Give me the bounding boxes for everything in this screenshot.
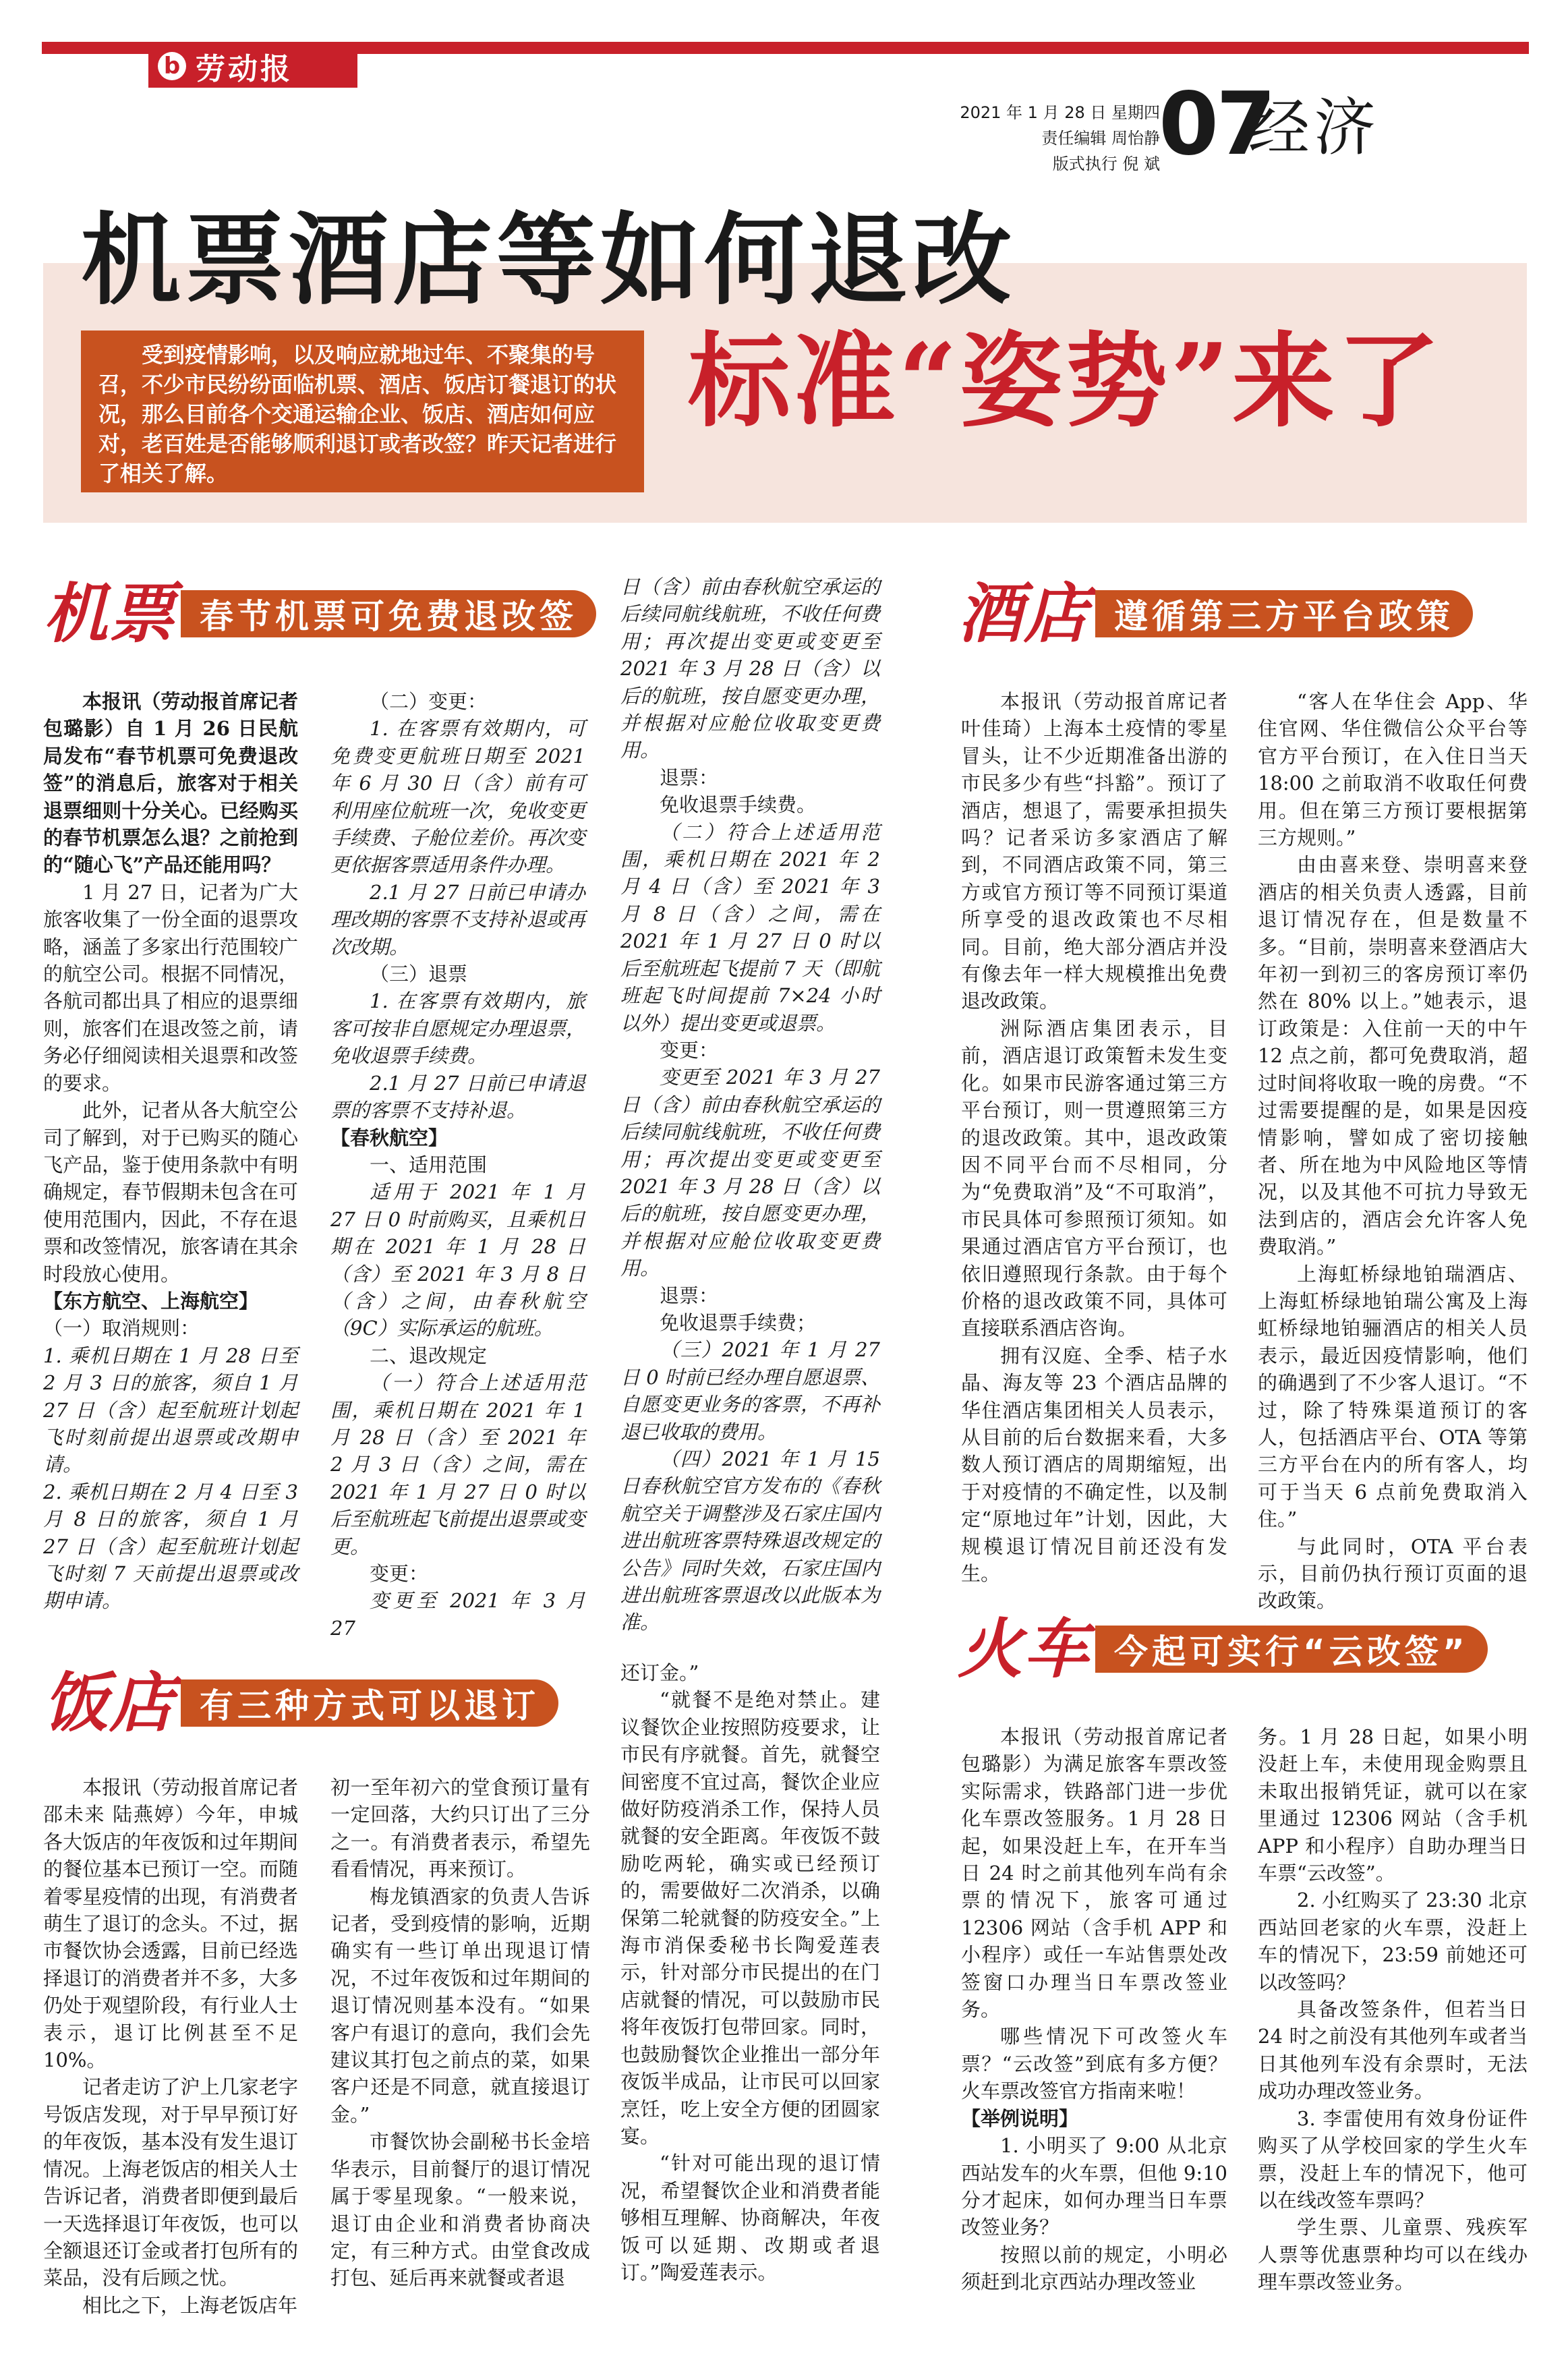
paragraph: “针对可能出现的退订情况，希望餐饮企业和消费者能够相互理解、协商解决，年夜饭可以延期、改期或者退订。”陶爱莲表示。 (620, 2152, 880, 2284)
paragraph: 此外，记者从各大航空公司了解到，对于已购买的随心飞产品，鉴于使用条款中有明确规定，春节假期未包含在可使用范围内，因此，不存在退票和改签情况，旅客请在其余时段放心使用。 (43, 1099, 298, 1286)
paragraph: 变更至 2021 年 3 月 27 (330, 1589, 585, 1640)
paragraph: 2. 乘机日期在 2 月 4 日至 3 月 8 日的旅客，须自 1 月 27 日（含）起至航班计划起飞时刻 7 天前提出退票或改期申请。 (43, 1480, 298, 1613)
flight-heading (43, 575, 596, 652)
layout-credit: 版式执行 倪 斌 (1052, 154, 1160, 173)
paragraph: 务。1 月 28 日起，如果小明没赶上车，未使用现金购票且未取出报销凭证，就可以在家里通过 12306 网站（含手机 APP 和小程序）自助办理当日车票“云改签”。 (1258, 1725, 1528, 1885)
paragraph: 2. 小红购买了 23:30 北京西站回老家的火车票，没赶上车的情况下，23:59 前她还可以改签吗？ (1258, 1889, 1528, 1994)
page-number: 07 (1159, 74, 1274, 175)
paragraph: 初一至年初六的堂食预订量有一定回落，大约只订出了三分之一。有消费者表示，希望先看看情况，再来预订。 (330, 1776, 590, 1881)
page-title: 机票酒店等如何退改 (81, 201, 1016, 318)
paragraph: （四）2021 年 1 月 15 日春秋航空官方发布的《春秋航空关于调整涉及石家庄国内进出航班客票特殊退改规定的公告》同时失效，石家庄国内进出航班客票退改以此版本为准。 (620, 1447, 880, 1634)
restaurant-column-2 (330, 1774, 590, 2292)
hotel-column-2 (1258, 688, 1528, 1615)
paragraph: 记者走访了沪上几家老字号饭店发现，对于早早预订好的年夜饭，基本没有发生退订情况。上海老饭店的相关人士告诉记者，消费者即便到最后一天选择退订年夜饭，也可以全额退还订金或者打包所有的菜品，没有后顾之忧。 (43, 2075, 298, 2290)
subheading: 【东方航空、上海航空】 (43, 1289, 259, 1313)
restaurant-column-3 (620, 1659, 880, 2286)
restaurant-title: 有三种方式可以退订 (181, 1679, 558, 1727)
flight-column-3 (620, 573, 880, 1636)
train-title: 今起可实行“云改签” (1095, 1626, 1488, 1673)
restaurant-heading (43, 1665, 558, 1741)
train-heading (958, 1611, 1488, 1687)
hotel-heading (958, 575, 1473, 652)
paragraph: （三）2021 年 1 月 27 日 0 时前已经办理自愿退票、自愿变更业务的客票，不再补退已收取的费用。 (620, 1338, 880, 1443)
paragraph: 变更： (370, 1562, 429, 1585)
logo-text: 劳动报 (196, 52, 293, 86)
paragraph: 具备改签条件，但若当日 24 时之前没有其他列车或者当日其他列车没有余票时，无法成功办理改签业务。 (1258, 1998, 1528, 2103)
issue-meta (931, 100, 1160, 177)
paragraph: 一、适用范围 (370, 1153, 488, 1176)
flight-kicker: 机票 (43, 575, 175, 652)
paragraph: “客人在华住会 App、华住官网、华住微信公众平台等官方平台预订，在入住日当天 18:00 之前取消不收取任何费用。但在第三方预订要根据第三方规则。” (1258, 690, 1528, 850)
section-name: 经济 (1248, 92, 1381, 164)
paragraph: （一）符合上述适用范围，乘机日期在 2021 年 1 月 28 日（含）至 2021 年 2 月 3 日（含）之间，需在 2021 年 1 月 27 日 0 时以后至航班起飞前提出退票或变更。 (330, 1371, 585, 1558)
paragraph: 适用于 2021 年 1 月 27 日 0 时前购买，且乘机日期在 2021 年 1 月 28 日（含）至 2021 年 3 月 8 日（含）之间，由春秋航空（9C）实际承运的航班。 (330, 1180, 585, 1340)
paragraph: “就餐不是绝对禁止。建议餐饮企业按照防疫要求，让市民有序就餐。首先，就餐空间密度不宜过高，餐饮企业应做好防疫消杀工作，保持人员就餐的安全距离。年夜饭不鼓励吃两轮，确实或已经预订的，需要做好二次消杀，以确保第二轮就餐的防疫安全。”上海市消保委秘书长陶爱莲表示，针对部分市民提出的在门店就餐的情况，可以鼓励市民将年夜饭打包带回家。同时，也鼓励餐饮企业推出一部分年夜饭半成品，让市民可以回家烹饪，吃上安全方便的团圆家宴。 (620, 1688, 880, 2148)
hotel-title: 遵循第三方平台政策 (1095, 590, 1473, 637)
restaurant-column-1 (43, 1774, 298, 2319)
paragraph: 洲际酒店集团表示，目前，酒店退订政策暂未发生变化。如果市民游客通过第三方平台预订，则一贯遵照第三方的退改政策。其中，退改政策因不同平台而不尽相同，分为“免费取消”及“不可取消”，市民具体可参照预订须知。如果通过酒店官方平台预订，也依旧遵照现行条款。由于每个价格的退改政策不同，具体可直接联系酒店咨询。 (961, 1016, 1227, 1340)
paragraph: 相比之下，上海老饭店年 (82, 2293, 298, 2317)
paragraph: （二）变更： (370, 690, 488, 713)
paragraph: 本报讯（劳动报首席记者 包璐影）为满足旅客车票改签实际需求，铁路部门进一步优化车票改签服务。1 月 28 日起，如果没赶上车，在开车当日 24 时之前其他列车尚有余票的情况下，旅客可通过 12306 网站（含手机 APP 和小程序）或任一车站售票处改签窗口办理当日车票改签业务。 (961, 1725, 1227, 2021)
train-column-2 (1258, 1723, 1528, 2296)
subheading: 【春秋航空】 (330, 1126, 448, 1149)
paragraph: 按照以前的规定，小明必须赶到北京西站办理改签业 (961, 2243, 1227, 2294)
paragraph: 本报讯（劳动报首席记者 叶佳琦）上海本土疫情的零星冒头，让不少近期准备出游的市民多少有些“抖豁”。预订了酒店，想退了，需要承担损失吗？记者采访多家酒店了解到，不同酒店政策不同，第三方或官方预订等不同预订渠道所享受的退改政策也不尽相同。目前，绝大部分酒店并没有像去年一样大规模推出免费退改政策。 (961, 690, 1227, 1013)
paragraph: 上海虹桥绿地铂瑞酒店、上海虹桥绿地铂瑞公寓及上海虹桥绿地铂骊酒店的相关人员表示，最近因疫情影响，他们的确遇到了不少客人退订。“不过，除了特殊渠道预订的客人，包括酒店平台、OTA 等第三方平台在内的所有客人，均可于当天 6 点前免费取消入住。” (1258, 1262, 1528, 1531)
train-kicker: 火车 (958, 1611, 1090, 1687)
issue-date: 2021 年 1 月 28 日 星期四 (960, 103, 1160, 122)
paragraph: 日（含）前由春秋航空承运的后续同航线航班，不收任何费用；再次提出变更或变更至 2021 年 3 月 28 日（含）以后的航班，按自愿变更办理，并根据对应舱位收取变更费用。 (620, 575, 880, 762)
paragraph: 2.1 月 27 日前已申请办理改期的客票不支持补退或再次改期。 (330, 880, 585, 958)
paragraph: 1. 小明买了 9:00 从北京西站发车的火车票，但他 9:10 分才起床，如何办理当日车票改签业务？ (961, 2134, 1227, 2239)
paragraph: 二、退改规定 (370, 1344, 488, 1367)
paragraph: 3. 李雷使用有效身份证件购买了从学校回家的学生火车票，没赶上车的情况下，他可以在线改签车票吗？ (1258, 2106, 1528, 2212)
hotel-column-1 (961, 688, 1227, 1587)
paragraph: （一）取消规则： (43, 1317, 200, 1340)
paragraph: 退票： (660, 1284, 719, 1307)
paragraph: 1. 在客票有效期内，旅客可按非自愿规定办理退票，免收退票手续费。 (330, 989, 585, 1068)
flight-title: 春节机票可免费退改签 (181, 590, 596, 637)
paragraph: 哪些情况下可改签火车票？“云改签”到底有多方便？火车票改签官方指南来啦！ (961, 2025, 1227, 2103)
paragraph: 退票： (660, 766, 719, 789)
paragraph: 拥有汉庭、全季、桔子水晶、海友等 23 个酒店品牌的华住酒店集团相关人员表示，从目前的后台数据来看，大多数人预订酒店的周期缩短，出于对疫情的不确定性，以及制定“原地过年”计划，因此，大规模退订情况目前还没有发生。 (961, 1344, 1227, 1585)
subheading: 【举例说明】 (961, 2106, 1079, 2130)
paragraph: （二）符合上述适用范围，乘机日期在 2021 年 2 月 4 日（含）至 2021 年 3 月 8 日（含）之间，需在 2021 年 1 月 27 日 0 时以后至航班起飞提前 7 天（即航班起飞时间提前 7×24 小时以外）提出变更或退票。 (620, 820, 880, 1035)
train-column-1 (961, 1723, 1227, 2296)
paragraph: 市餐饮协会副秘书长金培华表示，目前餐厅的退订情况属于零星现象。“一般来说，退订由企业和消费者协商决定，有三种方式。由堂食改成打包、延后再来就餐或者退 (330, 2130, 590, 2290)
logo-icon: b (158, 52, 186, 80)
paragraph: 梅龙镇酒家的负责人告诉记者，受到疫情的影响，近期确实有一些订单出现退订情况，不过年夜饭和过年期间的退订情况则基本没有。“如果客户有退订的意向，我们会先建议其打包之前点的菜，如果客户还是不同意，就直接退订金。” (330, 1885, 590, 2126)
lede-box: 受到疫情影响，以及响应就地过年、不聚集的号召，不少市民纷纷面临机票、酒店、饭店订餐退订的状况，那么目前各个交通运输企业、饭店、酒店如何应对，老百姓是否能够顺利退订或者改签？昨天记者进行了相关了解。 (81, 331, 644, 492)
newspaper-logo (148, 45, 357, 88)
paragraph: 本报讯（劳动报首席记者 邵未来 陆燕婷）今年，申城各大饭店的年夜饭和过年期间的餐位基本已预订一空。而随着零星疫情的出现，有消费者萌生了退订的念头。不过，据市餐饮协会透露，目前已经选择退订的消费者并不多，大多仍处于观望阶段，有行业人士表示，退订比例甚至不足 10%。 (43, 1776, 298, 2072)
editor-credit: 责任编辑 周怡静 (1041, 129, 1160, 148)
paragraph: 1. 乘机日期在 1 月 28 日至 2 月 3 日的旅客，须自 1 月 27 日（含）起至航班计划起飞时刻前提出退票或改期申请。 (43, 1344, 298, 1476)
paragraph: 变更： (660, 1038, 719, 1062)
paragraph: 本报讯（劳动报首席记者 包璐影）自 1 月 26 日民航局发布“春节机票可免费退改签”的消息后，旅客对于相关退票细则十分关心。已经购买的春节机票怎么退？之前抢到的“随心飞”产品还能用吗？ (43, 690, 298, 877)
flight-column-1 (43, 688, 298, 1615)
flight-column-2 (330, 688, 585, 1642)
page-subtitle: 标准“姿势”来了 (688, 320, 1443, 441)
paragraph: 2.1 月 27 日前已申请退票的客票不支持补退。 (330, 1071, 585, 1122)
paragraph: 由由喜来登、崇明喜来登酒店的相关负责人透露，目前退订情况存在，但是数量不多。“目前，崇明喜来登酒店大年初一到初三的客房预订率仍然在 80% 以上。”她表示，退订政策是：入住前一天的中午 12 点之前，都可免费取消，超过时间将收取一晚的房费。“不过需要提醒的是，如果是因疫情影响，譬如成了密切接触者、所在地为中风险地区等情况，以及其他不可抗力导致无法到店的，酒店会允许客人免费取消。” (1258, 853, 1528, 1259)
paragraph: 免收退票手续费。 (660, 793, 817, 817)
paragraph: 与此同时，OTA 平台表示，目前仍执行预订页面的退改政策。 (1258, 1534, 1528, 1613)
paragraph: 还订金。” (620, 1661, 699, 1684)
paragraph: 1. 在客票有效期内，可免费变更航班日期至 2021 年 6 月 30 日（含）前有可利用座位航班一次，免收变更手续费、子舱位差价。再次变更依据客票适用条件办理。 (330, 717, 585, 877)
restaurant-kicker: 饭店 (43, 1665, 175, 1741)
paragraph: 免收退票手续费； (660, 1311, 817, 1334)
paragraph: （三）退票 (370, 962, 468, 986)
hotel-kicker: 酒店 (958, 575, 1090, 652)
paragraph: 变更至 2021 年 3 月 27 日（含）前由春秋航空承运的后续同航线航班，不收任何费用；再次提出变更或变更至 2021 年 3 月 28 日（含）以后的航班，按自愿变更办理，并根据对应舱位收取变更费用。 (620, 1066, 880, 1280)
paragraph: 1 月 27 日，记者为广大旅客收集了一份全面的退票攻略，涵盖了多家出行范围较广的航空公司。根据不同情况，各航司都出具了相应的退票细则，旅客们在退改签之前，请务必仔细阅读相关退票和改签的要求。 (43, 880, 298, 1095)
paragraph: 学生票、儿童票、残疾军人票等优惠票种均可以在线办理车票改签业务。 (1258, 2216, 1528, 2294)
